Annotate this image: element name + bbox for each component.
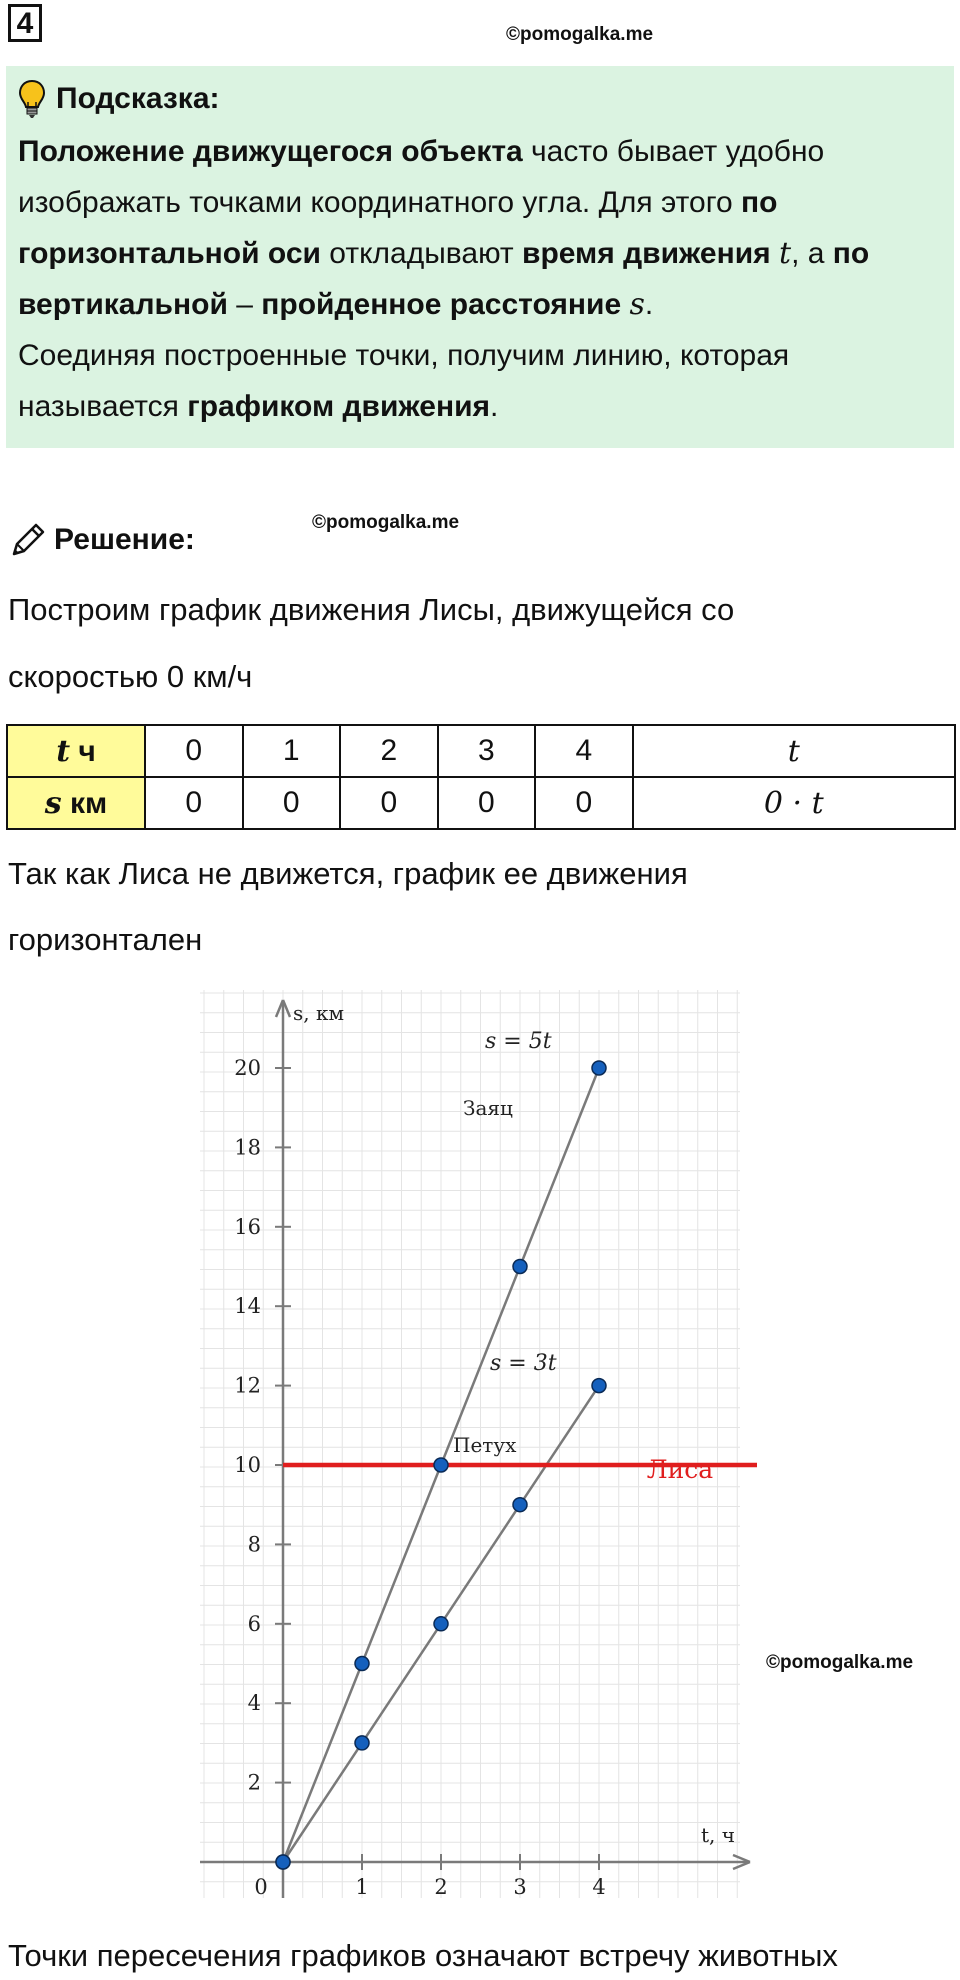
solution-title: Решение: xyxy=(54,523,195,556)
row-var-s: s xyxy=(44,785,62,821)
hint-text-4: – xyxy=(227,288,262,321)
hint-text xyxy=(18,126,942,432)
x-tick-label: 3 xyxy=(513,1875,527,1899)
watermark-middle: ©pomogalka.me xyxy=(312,512,460,533)
data-point xyxy=(355,1657,369,1671)
x-tick-label: 4 xyxy=(592,1875,606,1899)
y-tick-label: 6 xyxy=(247,1611,261,1636)
lightbulb-icon xyxy=(18,79,46,119)
table-cell: 0 xyxy=(145,777,243,829)
y-tick-label: 18 xyxy=(234,1135,261,1160)
data-point xyxy=(513,1498,527,1512)
y-tick-label: 10 xyxy=(234,1453,261,1477)
chart-svg xyxy=(195,980,765,1920)
table-cell: 4 xyxy=(535,725,633,777)
data-point xyxy=(513,1260,527,1274)
data-point xyxy=(592,1379,606,1393)
solution-line-5: Точки пересечения графиков означают встречу животных xyxy=(8,1938,838,1973)
solution-line-3: Так как Лиса не движется, график ее движения xyxy=(8,856,688,891)
x-axis-label: t, ч xyxy=(701,1823,735,1847)
hint-text-7: . xyxy=(490,390,499,423)
y-tick-label: 4 xyxy=(247,1691,261,1716)
hint-var-s: s xyxy=(629,287,645,322)
hint-var-t: t xyxy=(779,236,792,271)
hint-text-6: Соединяя построенные точки, получим линию, которая называется xyxy=(18,339,790,423)
data-point xyxy=(434,1458,448,1472)
solution-line-1: Построим график движения Лисы, движущейся со xyxy=(8,592,735,627)
row-header-s xyxy=(7,777,145,829)
table-cell: 0 · t xyxy=(633,777,955,829)
hint-box xyxy=(6,66,954,448)
hint-bold-6: графиком движения xyxy=(187,390,491,423)
series-name-0: Заяц xyxy=(463,1096,513,1120)
hint-bold-1: Положение движущегося объекта xyxy=(18,135,523,168)
x-tick-label: 0 xyxy=(254,1875,268,1899)
watermark-bottom: ©pomogalka.me xyxy=(766,1652,914,1673)
table-cell: 0 xyxy=(340,777,438,829)
data-point xyxy=(276,1855,290,1869)
hint-bold-4: по вертикальной xyxy=(18,237,870,321)
hint-bold-5: пройденное расстояние xyxy=(261,288,622,321)
table-cell: 0 xyxy=(535,777,633,829)
series-formula-0: s = 5t xyxy=(485,1029,552,1054)
y-tick-label: 16 xyxy=(234,1214,261,1239)
x-tick-label: 2 xyxy=(434,1875,448,1899)
x-tick-label: 1 xyxy=(355,1875,369,1899)
hint-text-1: часто бывает удобно изображать точками координатного угла. Для этого xyxy=(18,135,825,219)
hint-bold-3: время движения xyxy=(522,237,771,270)
y-tick-label: 14 xyxy=(234,1294,261,1319)
hint-bold-2: по горизонтальной оси xyxy=(18,186,778,270)
y-axis-label: s, км xyxy=(293,1001,345,1025)
series-name-1: Петух xyxy=(453,1433,517,1457)
series-name-2: Лиса xyxy=(646,1455,714,1484)
motion-chart xyxy=(195,980,765,1920)
y-tick-label: 2 xyxy=(247,1770,261,1795)
hint-text-3: , а xyxy=(791,237,833,270)
data-point xyxy=(592,1061,606,1075)
y-tick-label: 20 xyxy=(234,1056,261,1080)
table-cell: 0 xyxy=(243,777,341,829)
y-tick-label: 8 xyxy=(247,1532,261,1557)
values-table xyxy=(6,724,956,830)
hint-text-5: . xyxy=(644,288,654,321)
hint-header xyxy=(18,76,942,122)
data-point xyxy=(434,1617,448,1631)
table-cell: 0 xyxy=(145,725,243,777)
y-tick-label: 12 xyxy=(234,1373,261,1398)
watermark-top: ©pomogalka.me xyxy=(506,24,654,45)
solution-header xyxy=(8,520,195,560)
task-number: 4 xyxy=(8,4,42,42)
series-formula-1: s = 3t xyxy=(490,1351,557,1376)
hint-title: Подсказка: xyxy=(56,82,220,115)
row-var-t: t xyxy=(56,733,71,769)
table-cell: 2 xyxy=(340,725,438,777)
table-cell: 0 xyxy=(438,777,536,829)
table-cell: t xyxy=(633,725,955,777)
pencil-icon xyxy=(8,520,48,560)
row-unit-t: ч xyxy=(70,734,96,768)
hint-text-2: откладывают xyxy=(320,237,522,270)
data-point xyxy=(355,1736,369,1750)
row-header-t xyxy=(7,725,145,777)
row-unit-s: км xyxy=(61,786,108,820)
table-cell: 3 xyxy=(438,725,536,777)
table-cell: 1 xyxy=(243,725,341,777)
table-row-s xyxy=(7,777,955,829)
solution-line-2: скоростью 0 км/ч xyxy=(8,659,253,694)
solution-line-4: горизонтален xyxy=(8,922,203,957)
table-row-t xyxy=(7,725,955,777)
